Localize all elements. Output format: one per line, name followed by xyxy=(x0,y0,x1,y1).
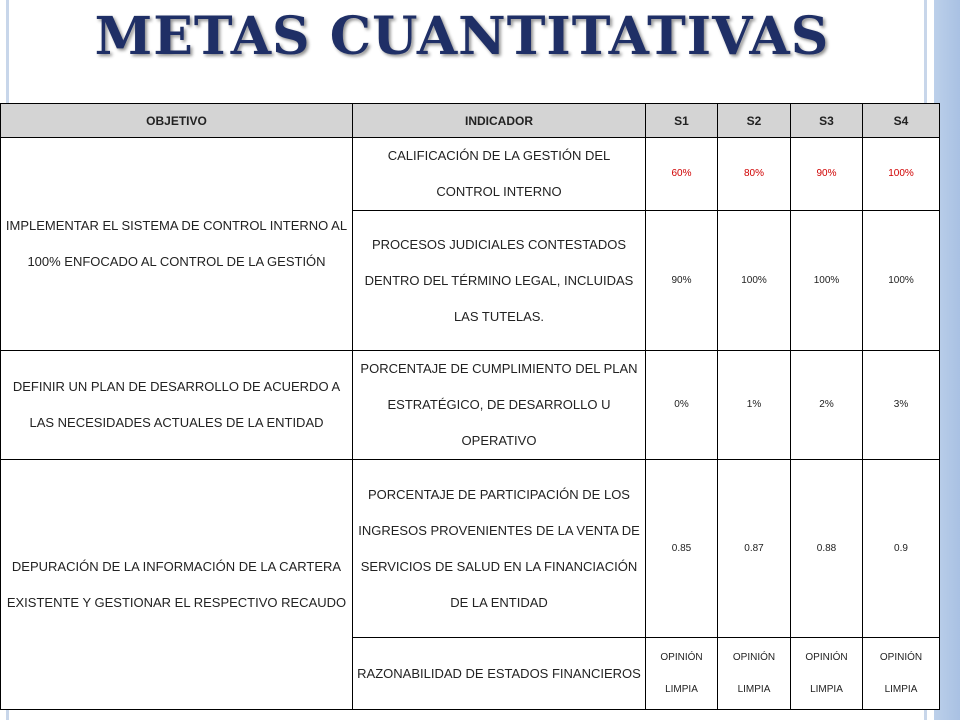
table-row xyxy=(1,460,940,638)
header-s2: S2 xyxy=(718,104,791,138)
s3-value: 100% xyxy=(791,211,863,351)
s3-value: 90% xyxy=(791,138,863,211)
objetivo-cell: IMPLEMENTAR EL SISTEMA DE CONTROL INTERNO AL 100% ENFOCADO AL CONTROL DE LA GESTIÓN xyxy=(1,138,353,351)
indicador-cell: PORCENTAJE DE PARTICIPACIÓN DE LOS INGRESOS PROVENIENTES DE LA VENTA DE SERVICIOS DE SALUD EN LA FINANCIACIÓN DE LA ENTIDAD xyxy=(353,460,646,638)
s2-value: 100% xyxy=(718,211,791,351)
s2-value: 0.87 xyxy=(718,460,791,638)
s1-value: 0% xyxy=(646,351,718,460)
objetivo-cell: DEPURACIÓN DE LA INFORMACIÓN DE LA CARTERA EXISTENTE Y GESTIONAR EL RESPECTIVO RECAUDO xyxy=(1,460,353,710)
s1-value: 90% xyxy=(646,211,718,351)
s1-value: OPINIÓN LIMPIA xyxy=(646,638,718,710)
s2-value: 80% xyxy=(718,138,791,211)
header-indicador: INDICADOR xyxy=(353,104,646,138)
header-s3: S3 xyxy=(791,104,863,138)
header-s4: S4 xyxy=(863,104,940,138)
s1-value: 0.85 xyxy=(646,460,718,638)
s3-value: OPINIÓN LIMPIA xyxy=(791,638,863,710)
s2-value: 1% xyxy=(718,351,791,460)
indicador-cell: RAZONABILIDAD DE ESTADOS FINANCIEROS xyxy=(353,638,646,710)
s4-value: 0.9 xyxy=(863,460,940,638)
table-row xyxy=(1,138,940,211)
s1-value: 60% xyxy=(646,138,718,211)
page-title: METAS CUANTITATIVAS xyxy=(94,6,830,67)
indicador-cell: PORCENTAJE DE CUMPLIMIENTO DEL PLAN ESTRATÉGICO, DE DESARROLLO U OPERATIVO xyxy=(353,351,646,460)
indicador-cell: PROCESOS JUDICIALES CONTESTADOS DENTRO DEL TÉRMINO LEGAL, INCLUIDAS LAS TUTELAS. xyxy=(353,211,646,351)
s4-value: 100% xyxy=(863,138,940,211)
s4-value: OPINIÓN LIMPIA xyxy=(863,638,940,710)
s3-value: 2% xyxy=(791,351,863,460)
objetivo-cell: DEFINIR UN PLAN DE DESARROLLO DE ACUERDO A LAS NECESIDADES ACTUALES DE LA ENTIDAD xyxy=(1,351,353,460)
indicador-cell: CALIFICACIÓN DE LA GESTIÓN DEL CONTROL INTERNO xyxy=(353,138,646,211)
s4-value: 100% xyxy=(863,211,940,351)
header-objetivo: OBJETIVO xyxy=(1,104,353,138)
header-s1: S1 xyxy=(646,104,718,138)
s2-value: OPINIÓN LIMPIA xyxy=(718,638,791,710)
goals-table xyxy=(0,103,940,710)
s3-value: 0.88 xyxy=(791,460,863,638)
table-row xyxy=(1,351,940,460)
s4-value: 3% xyxy=(863,351,940,460)
table-header-row xyxy=(1,104,940,138)
